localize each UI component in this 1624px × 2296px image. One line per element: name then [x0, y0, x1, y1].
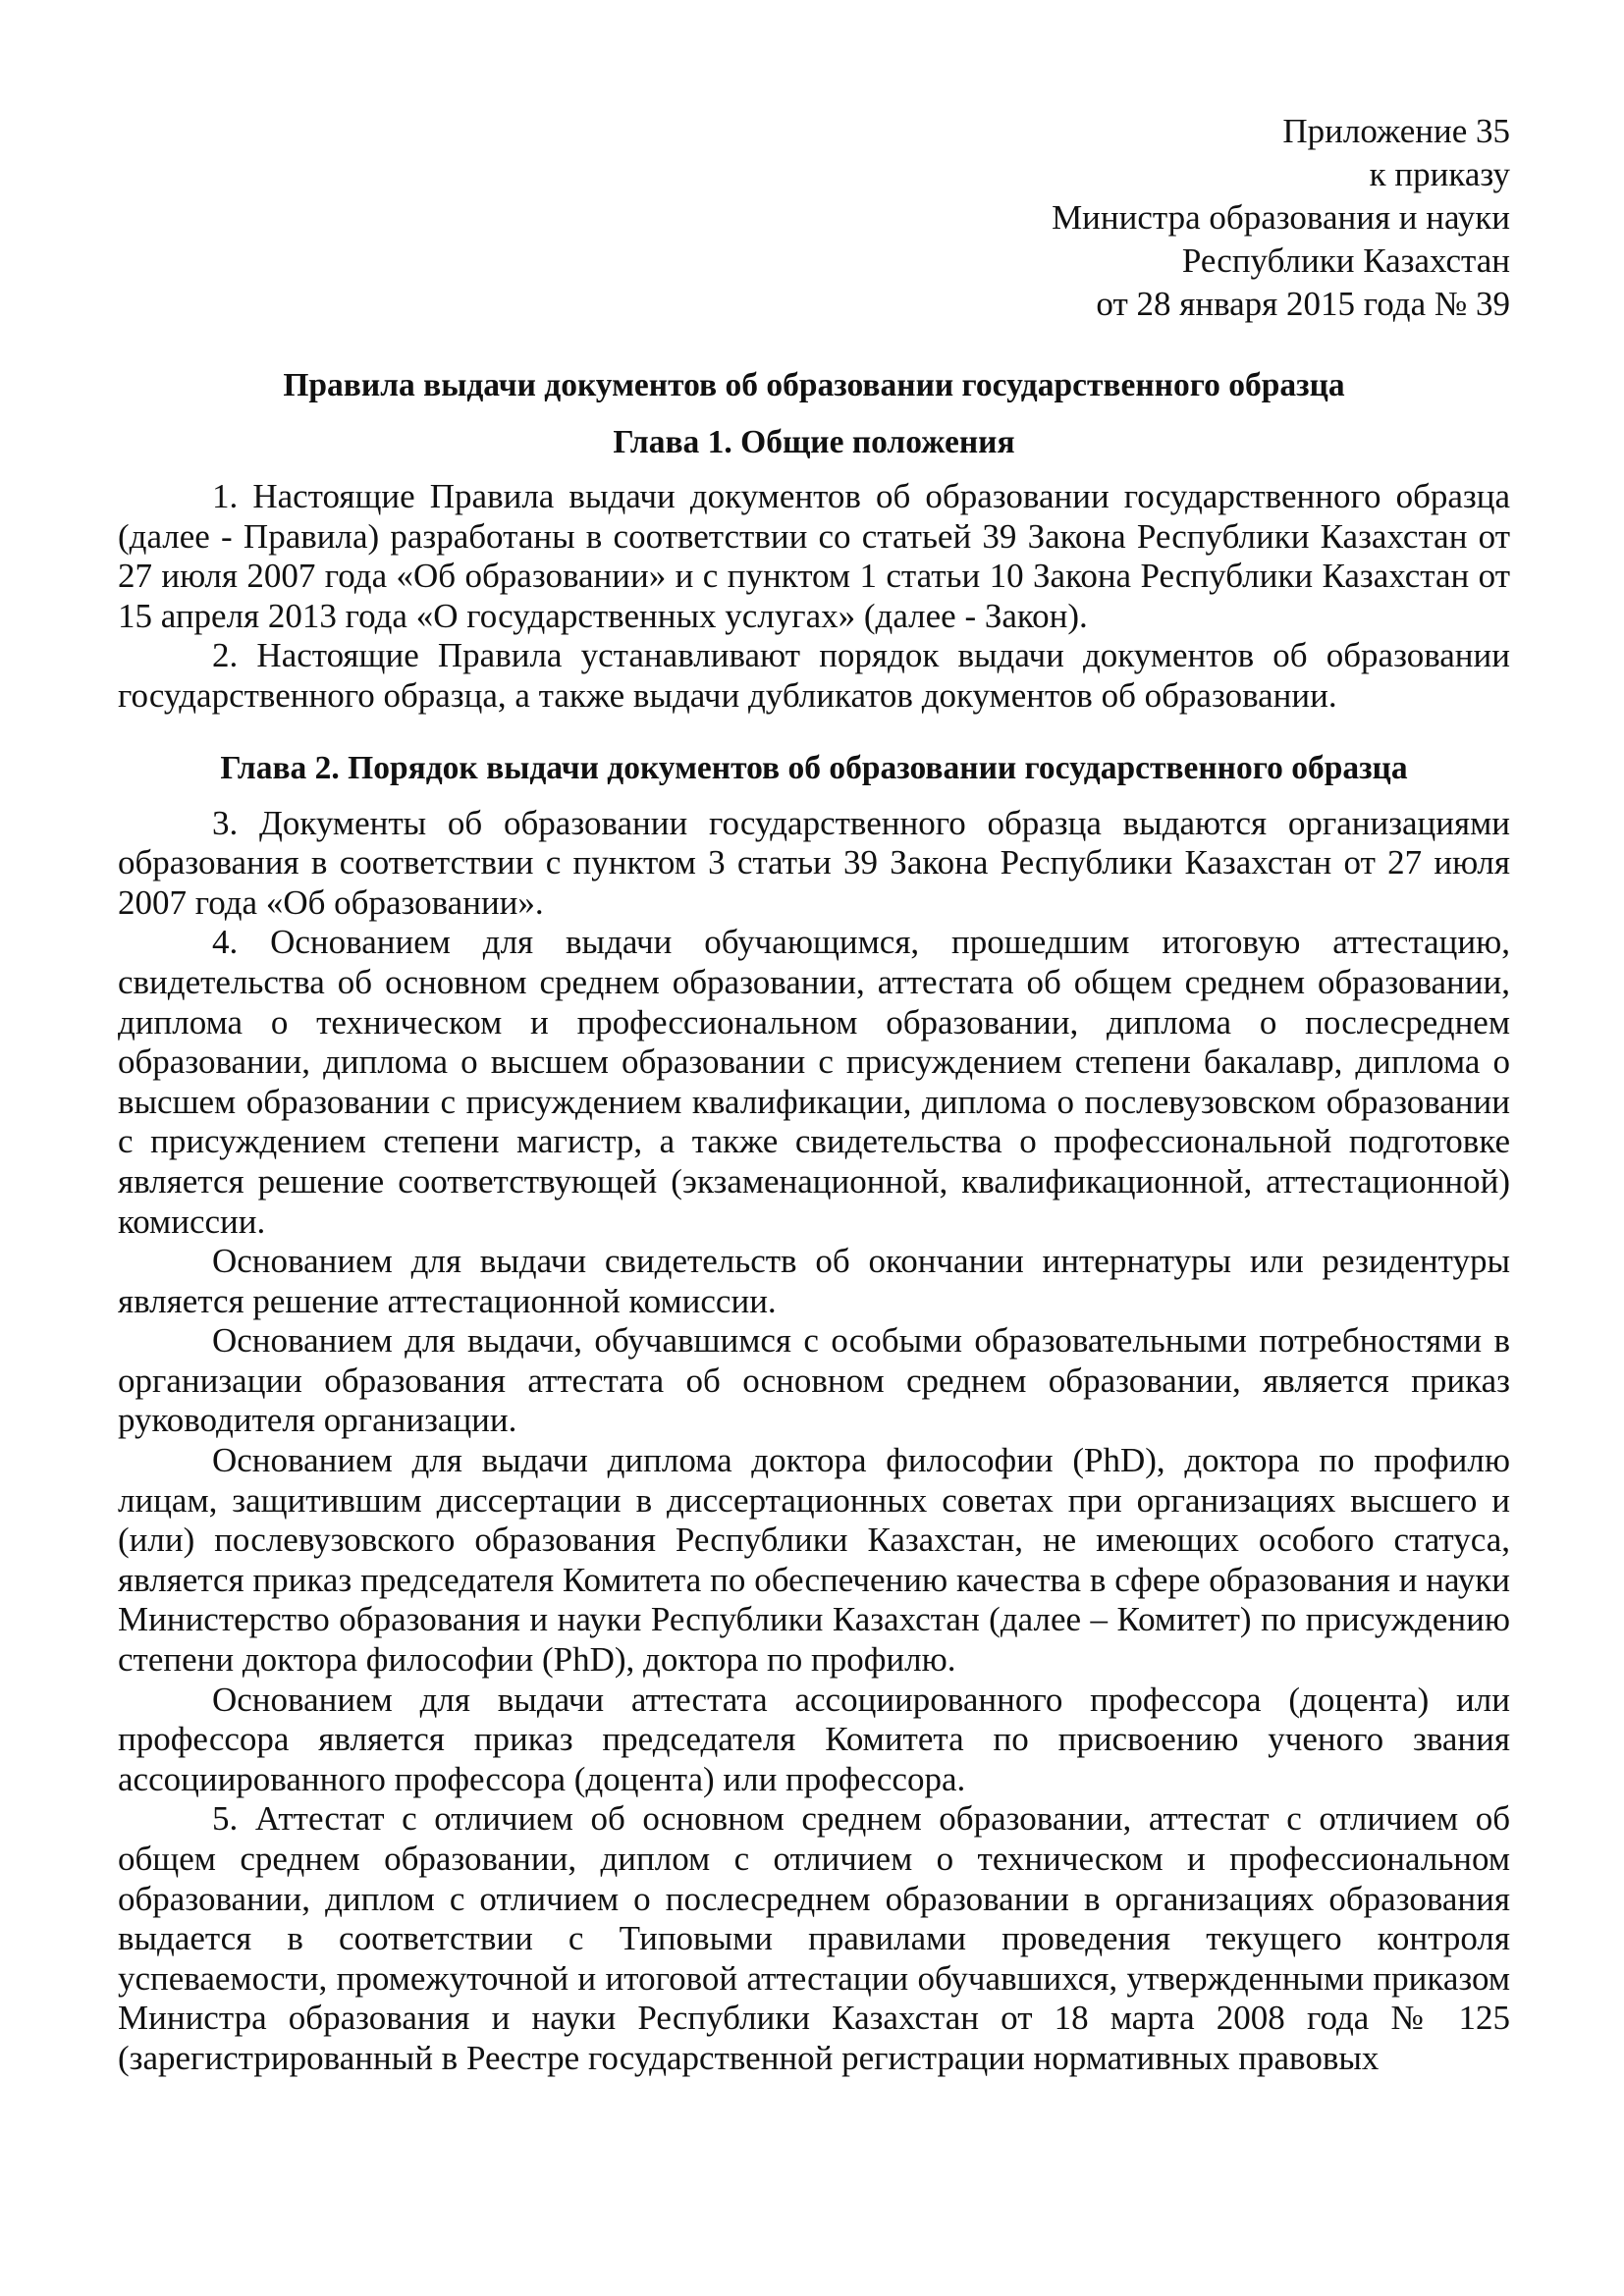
document-title: Правила выдачи документов об образовании государственного образца	[283, 367, 1345, 403]
paragraph-5: 5. Аттестат с отличием об основном среднем образовании, аттестат с отличием об общем среднем образовании, диплом с отличием о техническом и профессиональном образовании, диплом с отличием о послесреднем образовании в организациях образования выдается в соответствии с Типовыми правилами проведения текущего контроля успеваемости, промежуточной и итоговой аттестации обучавшихся, утвержденными приказом Министра образования и науки Республики Казахстан от 18 марта 2008 года № 125 (зарегистрированный в Реестре государственной регистрации нормативных правовых	[118, 1799, 1510, 2077]
annex-line: Министра образования и науки	[1052, 198, 1510, 237]
paragraph-4-professor-basis: Основанием для выдачи аттестата ассоциированного профессора (доцента) или профессора является приказ председателя Комитета по присвоению ученого звания ассоциированного профессора (доцента) или профессора.	[118, 1680, 1510, 1798]
chapter-2-heading: Глава 2. Порядок выдачи документов об образовании государственного образца	[220, 749, 1408, 786]
annex-line: к приказу	[1369, 155, 1510, 193]
paragraph-4: 4. Основанием для выдачи обучающимся, прошедшим итоговую аттестацию, свидетельства об основном среднем образовании, аттестата об общем среднем образовании, диплома о техническом и профессиональном образовании, диплома о послесреднем образовании, диплома о высшем образовании с присуждением степени бакалавр, диплома о высшем образовании с присуждением квалификации, диплома о послевузовском образовании с присуждением степени магистр, а также свидетельства о профессиональной подготовке является решение соответствующей (экзаменационной, квалификационной, аттестационной) комиссии.	[118, 923, 1510, 1241]
paragraph-4-internship-basis: Основанием для выдачи свидетельств об окончании интернатуры или резидентуры является решение аттестационной комиссии.	[118, 1242, 1510, 1320]
annex-reference-block	[118, 110, 1510, 326]
paragraph-4-special-needs-basis: Основанием для выдачи, обучавшимся с особыми образовательными потребностями в организации образования аттестата об основном среднем образовании, является приказ руководителя организации.	[118, 1321, 1510, 1440]
paragraph-2: 2. Настоящие Правила устанавливают порядок выдачи документов об образовании государственного образца, а также выдачи дубликатов документов об образовании.	[118, 636, 1510, 715]
paragraph-3: 3. Документы об образовании государственного образца выдаются организациями образования в соответствии с пунктом 3 статьи 39 Закона Республики Казахстан от 27 июля 2007 года «Об образовании».	[118, 803, 1510, 922]
paragraph-4-phd-basis: Основанием для выдачи диплома доктора философии (PhD), доктора по профилю лицам, защитившим диссертации в диссертационных советах при организациях высшего и (или) послевузовского образования Республики Казахстан, не имеющих особого статуса, является приказ председателя Комитета по обеспечению качества в сфере образования и науки Министерство образования и науки Республики Казахстан (далее – Комитет) по присуждению степени доктора философии (PhD), доктора по профилю.	[118, 1441, 1510, 1680]
annex-line: Приложение 35	[1282, 112, 1510, 150]
document-page	[118, 110, 1510, 2079]
annex-line: Республики Казахстан	[1181, 241, 1510, 280]
chapter-1-heading: Глава 1. Общие положения	[613, 424, 1015, 460]
annex-line: от 28 января 2015 года № 39	[1096, 285, 1510, 323]
paragraph-1: 1. Настоящие Правила выдачи документов об образовании государственного образца (далее - Правила) разработаны в соответствии со статьей 39 Закона Республики Казахстан от 27 июля 2007 года «Об образовании» и с пунктом 1 статьи 10 Закона Республики Казахстан от 15 апреля 2013 года «О государственных услугах» (далее - Закон).	[118, 477, 1510, 635]
